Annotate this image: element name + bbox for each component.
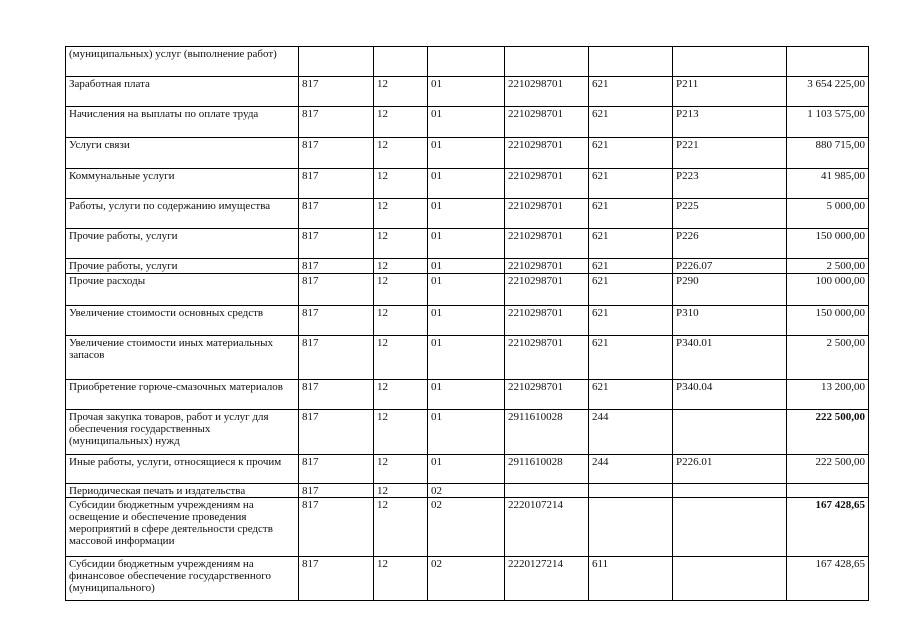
table-row	[66, 410, 869, 455]
amount-cell: 41 985,00	[787, 169, 869, 199]
org-code-cell: 817	[299, 229, 374, 259]
table-row	[66, 77, 869, 107]
section-cell: 12	[374, 484, 428, 498]
subsection-cell: 01	[428, 199, 505, 229]
expense-name-cell: Прочая закупка товаров, работ и услуг для обеспечения государственных (муниципальных) нужд	[66, 410, 299, 455]
kosgu-cell: Р226.01	[673, 455, 787, 484]
kosgu-cell	[673, 484, 787, 498]
target-article-cell: 2210298701	[505, 77, 589, 107]
section-cell: 12	[374, 259, 428, 274]
amount-cell: 100 000,00	[787, 274, 869, 306]
section-cell: 12	[374, 77, 428, 107]
expense-type-cell	[589, 47, 673, 77]
target-article-cell: 2911610028	[505, 455, 589, 484]
org-code-cell	[299, 47, 374, 77]
expense-name-cell: Прочие работы, услуги	[66, 259, 299, 274]
expense-type-cell: 621	[589, 107, 673, 138]
amount-cell: 3 654 225,00	[787, 77, 869, 107]
amount-cell: 5 000,00	[787, 199, 869, 229]
kosgu-cell	[673, 557, 787, 601]
expense-type-cell: 611	[589, 557, 673, 601]
expense-name-cell: Иные работы, услуги, относящиеся к прочим	[66, 455, 299, 484]
kosgu-cell: Р226	[673, 229, 787, 259]
section-cell: 12	[374, 336, 428, 380]
target-article-cell: 2220107214	[505, 498, 589, 557]
expense-name-cell: Прочие расходы	[66, 274, 299, 306]
kosgu-cell: Р290	[673, 274, 787, 306]
subsection-cell: 01	[428, 138, 505, 169]
target-article-cell: 2210298701	[505, 306, 589, 336]
kosgu-cell	[673, 410, 787, 455]
kosgu-cell: Р340.01	[673, 336, 787, 380]
org-code-cell: 817	[299, 410, 374, 455]
expense-type-cell: 621	[589, 259, 673, 274]
subsection-cell	[428, 47, 505, 77]
subsection-cell: 02	[428, 557, 505, 601]
subsection-cell: 01	[428, 380, 505, 410]
table-row	[66, 138, 869, 169]
expense-type-cell: 621	[589, 274, 673, 306]
target-article-cell: 2911610028	[505, 410, 589, 455]
target-article-cell: 2210298701	[505, 274, 589, 306]
target-article-cell: 2210298701	[505, 169, 589, 199]
kosgu-cell: Р310	[673, 306, 787, 336]
amount-cell: 2 500,00	[787, 259, 869, 274]
target-article-cell: 2210298701	[505, 259, 589, 274]
amount-cell	[787, 47, 869, 77]
table-row	[66, 484, 869, 498]
table-row	[66, 498, 869, 557]
table-row	[66, 306, 869, 336]
org-code-cell: 817	[299, 199, 374, 229]
expense-type-cell: 621	[589, 169, 673, 199]
subsection-cell: 01	[428, 455, 505, 484]
expense-name-cell: Заработная плата	[66, 77, 299, 107]
org-code-cell: 817	[299, 498, 374, 557]
org-code-cell: 817	[299, 557, 374, 601]
section-cell: 12	[374, 107, 428, 138]
amount-cell: 150 000,00	[787, 306, 869, 336]
section-cell: 12	[374, 229, 428, 259]
amount-cell	[787, 484, 869, 498]
amount-cell: 880 715,00	[787, 138, 869, 169]
expense-name-cell: Периодическая печать и издательства	[66, 484, 299, 498]
target-article-cell	[505, 47, 589, 77]
expense-name-cell: Работы, услуги по содержанию имущества	[66, 199, 299, 229]
org-code-cell: 817	[299, 107, 374, 138]
kosgu-cell	[673, 47, 787, 77]
kosgu-cell: Р213	[673, 107, 787, 138]
amount-cell: 150 000,00	[787, 229, 869, 259]
section-cell	[374, 47, 428, 77]
amount-cell: 13 200,00	[787, 380, 869, 410]
table-row	[66, 336, 869, 380]
org-code-cell: 817	[299, 306, 374, 336]
subsection-cell: 01	[428, 169, 505, 199]
kosgu-cell: Р211	[673, 77, 787, 107]
org-code-cell: 817	[299, 274, 374, 306]
expense-name-cell: Приобретение горюче-смазочных материалов	[66, 380, 299, 410]
kosgu-cell: Р340.04	[673, 380, 787, 410]
expense-type-cell: 621	[589, 138, 673, 169]
expense-type-cell: 621	[589, 77, 673, 107]
org-code-cell: 817	[299, 336, 374, 380]
budget-sheet	[65, 46, 869, 601]
section-cell: 12	[374, 274, 428, 306]
section-cell: 12	[374, 306, 428, 336]
table-row	[66, 199, 869, 229]
amount-cell: 2 500,00	[787, 336, 869, 380]
expense-name-cell: Коммунальные услуги	[66, 169, 299, 199]
table-row	[66, 47, 869, 77]
amount-cell: 167 428,65	[787, 498, 869, 557]
expense-type-cell: 621	[589, 306, 673, 336]
kosgu-cell: Р225	[673, 199, 787, 229]
table-row	[66, 380, 869, 410]
expense-name-cell: Услуги связи	[66, 138, 299, 169]
expense-type-cell: 621	[589, 229, 673, 259]
expense-type-cell	[589, 498, 673, 557]
org-code-cell: 817	[299, 259, 374, 274]
expense-type-cell	[589, 484, 673, 498]
org-code-cell: 817	[299, 138, 374, 169]
budget-table-body	[66, 47, 869, 601]
section-cell: 12	[374, 410, 428, 455]
section-cell: 12	[374, 169, 428, 199]
expense-name-cell: Увеличение стоимости иных материальных запасов	[66, 336, 299, 380]
table-row	[66, 557, 869, 601]
section-cell: 12	[374, 455, 428, 484]
amount-cell: 222 500,00	[787, 455, 869, 484]
expense-name-cell: Субсидии бюджетным учреждениям на освещение и обеспечение проведения мероприятий в сфере деятельности средств массовой информации	[66, 498, 299, 557]
section-cell: 12	[374, 199, 428, 229]
org-code-cell: 817	[299, 455, 374, 484]
kosgu-cell: Р226.07	[673, 259, 787, 274]
table-row	[66, 169, 869, 199]
subsection-cell: 01	[428, 259, 505, 274]
section-cell: 12	[374, 138, 428, 169]
amount-cell: 1 103 575,00	[787, 107, 869, 138]
subsection-cell: 01	[428, 336, 505, 380]
expense-type-cell: 621	[589, 199, 673, 229]
table-row	[66, 274, 869, 306]
expense-name-cell: (муниципальных) услуг (выполнение работ)	[66, 47, 299, 77]
org-code-cell: 817	[299, 380, 374, 410]
expense-type-cell: 244	[589, 455, 673, 484]
target-article-cell: 2210298701	[505, 107, 589, 138]
section-cell: 12	[374, 498, 428, 557]
target-article-cell	[505, 484, 589, 498]
target-article-cell: 2210298701	[505, 199, 589, 229]
subsection-cell: 01	[428, 410, 505, 455]
target-article-cell: 2210298701	[505, 380, 589, 410]
section-cell: 12	[374, 380, 428, 410]
expense-type-cell: 621	[589, 380, 673, 410]
subsection-cell: 02	[428, 484, 505, 498]
target-article-cell: 2210298701	[505, 336, 589, 380]
expense-name-cell: Начисления на выплаты по оплате труда	[66, 107, 299, 138]
subsection-cell: 01	[428, 229, 505, 259]
expense-name-cell: Прочие работы, услуги	[66, 229, 299, 259]
table-row	[66, 455, 869, 484]
section-cell: 12	[374, 557, 428, 601]
subsection-cell: 02	[428, 498, 505, 557]
expense-type-cell: 621	[589, 336, 673, 380]
table-row	[66, 107, 869, 138]
subsection-cell: 01	[428, 107, 505, 138]
amount-cell: 222 500,00	[787, 410, 869, 455]
org-code-cell: 817	[299, 77, 374, 107]
subsection-cell: 01	[428, 77, 505, 107]
target-article-cell: 2210298701	[505, 229, 589, 259]
expense-name-cell: Увеличение стоимости основных средств	[66, 306, 299, 336]
target-article-cell: 2210298701	[505, 138, 589, 169]
subsection-cell: 01	[428, 274, 505, 306]
kosgu-cell: Р221	[673, 138, 787, 169]
kosgu-cell: Р223	[673, 169, 787, 199]
table-row	[66, 229, 869, 259]
kosgu-cell	[673, 498, 787, 557]
expense-type-cell: 244	[589, 410, 673, 455]
target-article-cell: 2220127214	[505, 557, 589, 601]
org-code-cell: 817	[299, 169, 374, 199]
subsection-cell: 01	[428, 306, 505, 336]
table-row	[66, 259, 869, 274]
budget-table	[65, 46, 869, 601]
org-code-cell: 817	[299, 484, 374, 498]
amount-cell: 167 428,65	[787, 557, 869, 601]
expense-name-cell: Субсидии бюджетным учреждениям на финансовое обеспечение государственного (муниципального)	[66, 557, 299, 601]
